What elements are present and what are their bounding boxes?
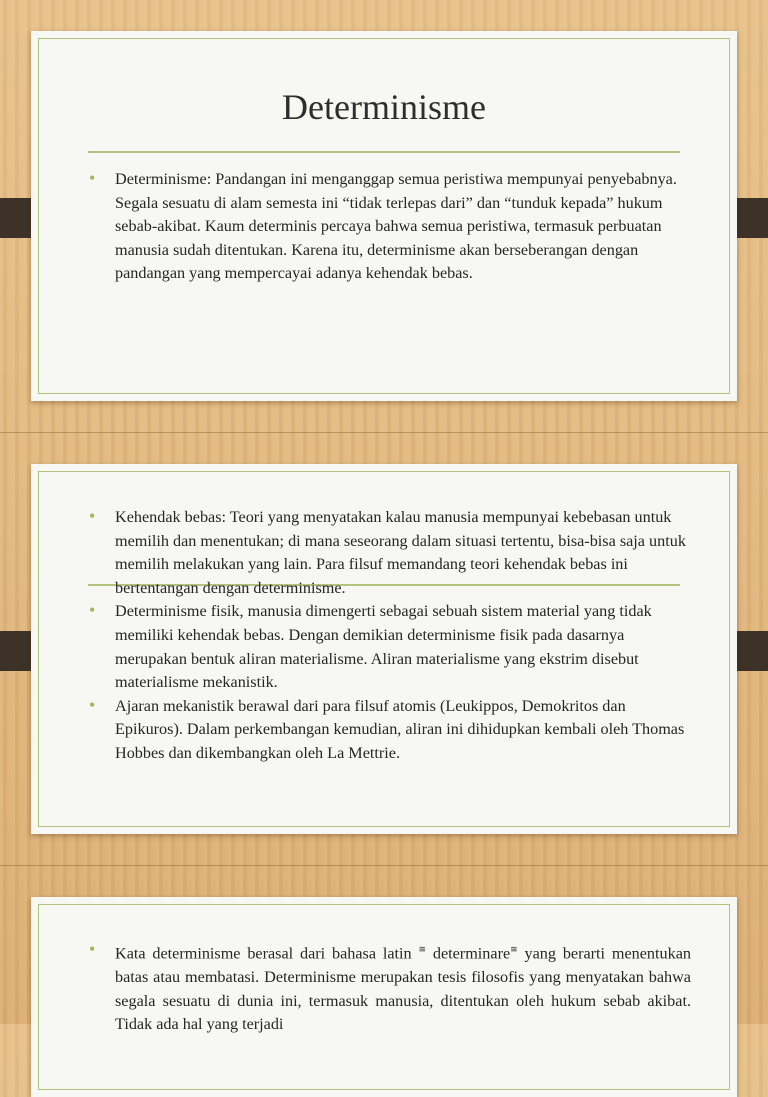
bullet-dot-icon: • [89, 694, 96, 715]
bullet-dot-icon: • [89, 939, 96, 959]
bullet-text: Ajaran mekanistik berawal dari para filsuf atomis (Leukippos, Demokritos dan Epikuros). Dalam perkembangan kemudian, aliran ini dihidupkan kembali oleh Thomas Hobbes dan dikembangkan oleh La Mettrie. [115, 696, 685, 762]
list-item [89, 506, 691, 600]
list-item [89, 695, 691, 766]
bullet-list [89, 939, 691, 1037]
bullet-dot-icon: • [89, 168, 96, 188]
latin-term: determinare [426, 944, 511, 963]
list-item [89, 600, 691, 694]
slide-2[interactable] [31, 464, 737, 834]
bullet-text: Determinisme: Pandangan ini menganggap semua peristiwa mempunyai penyebabnya. Segala sesuatu di alam semesta ini “tidak terlepas dari” dan “tunduk kepada” hukum sebab-akibat. Kaum determinis percaya bahwa semua peristiwa, termasuk perbuatan manusia sudah ditentukan. Karena itu, determinisme akan berseberangan dengan pandangan yang mempercayai adanya kehendak bebas. [115, 170, 677, 283]
list-item [89, 939, 691, 1037]
bullet-dot-icon: • [89, 506, 96, 526]
bullet-list [89, 506, 691, 766]
slide-title: Determinisme [282, 87, 486, 127]
bullet-text: Determinisme fisik, manusia dimengerti sebagai sebuah sistem material yang tidak memiliki kehendak bebas. Dengan demikian determinisme fisik pada dasarnya merupakan bentuk aliran materialisme. Aliran materialisme yang ekstrim disebut materialisme mekanistik. [115, 602, 652, 692]
bullet-list [89, 168, 691, 286]
bullet-text-end: yang berarti menentukan batas atau membatasi. Determinisme merupakan tesis filosofis yang menyatakan bahwa segala sesuatu di dunia ini, termasuk manusia, ditentukan oleh hukum sebab akibat. Tidak ada hal yang terjadi [115, 944, 691, 1034]
bullet-text-start: Kata determinisme berasal dari bahasa latin [115, 944, 419, 963]
wood-seam [0, 432, 768, 433]
list-item [89, 168, 691, 286]
bullet-text: Kehendak bebas: Teori yang menyatakan kalau manusia mempunyai kebebasan untuk memilih dan menentukan; di mana seseorang dalam situasi tertentu, bisa-bisa saja untuk memilih melakukan yang lain. Para filsuf memandang teori kehendak bebas ini bertentangan dengan determinisme. [115, 508, 686, 597]
quote-mark-icon: ≅ [510, 945, 518, 955]
wood-seam [0, 865, 768, 866]
bullet-dot-icon: • [89, 600, 96, 621]
title-divider [88, 151, 680, 153]
quote-mark-icon: ≅ [418, 945, 427, 955]
slide-1[interactable] [31, 31, 737, 401]
slide-3[interactable] [31, 897, 737, 1097]
